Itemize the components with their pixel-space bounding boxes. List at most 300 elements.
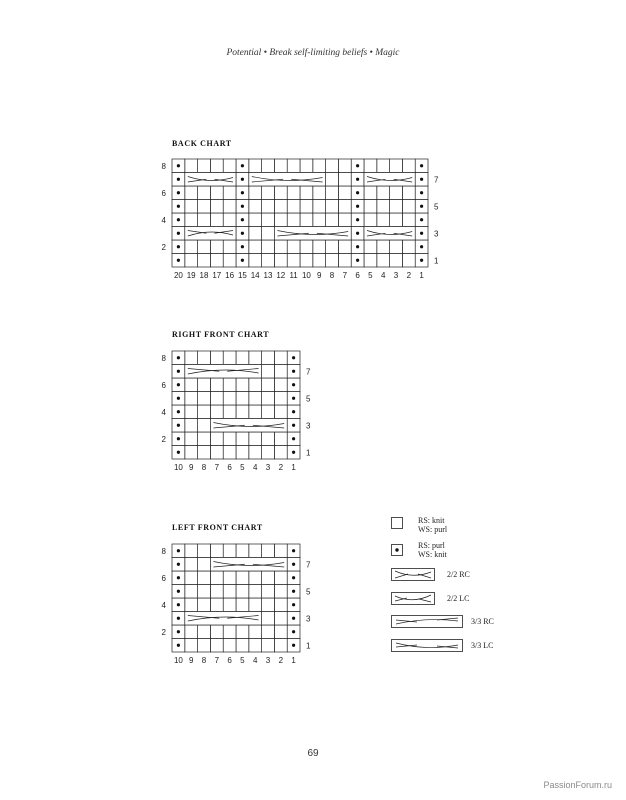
chart-cell: [274, 378, 287, 392]
chart-cell: [210, 351, 223, 365]
chart-cell: [262, 254, 275, 268]
chart-cell: [223, 585, 236, 599]
chart-cell: [326, 173, 339, 187]
purl-dot: [420, 218, 423, 221]
chart-cell: [274, 365, 287, 379]
row-number-left: 6: [161, 188, 166, 198]
chart-cell: [210, 639, 223, 653]
purl-dot: [356, 178, 359, 181]
chart-cell: [210, 625, 223, 639]
purl-dot: [177, 178, 180, 181]
back-chart-title: BACK CHART: [172, 139, 232, 148]
column-number: 5: [240, 463, 245, 472]
chart-cell: [300, 186, 313, 200]
column-number: 17: [212, 271, 222, 280]
right-front-chart-title: RIGHT FRONT CHART: [172, 330, 270, 339]
chart-cell: [274, 544, 287, 558]
purl-dot: [292, 590, 295, 593]
chart-cell: [198, 254, 211, 268]
chart-cell: [249, 378, 262, 392]
chart-cell: [185, 544, 198, 558]
purl-dot: [177, 191, 180, 194]
chart-cell: [223, 405, 236, 419]
chart-cell: [236, 446, 249, 460]
running-header: Potential • Break self-limiting beliefs • Magic: [226, 48, 400, 58]
chart-cell: [249, 639, 262, 653]
purl-dot: [241, 245, 244, 248]
row-number-right: 3: [306, 421, 311, 431]
purl-dot: [292, 383, 295, 386]
chart-cell: [185, 598, 198, 612]
column-number: 3: [393, 271, 399, 280]
chart-cell: [223, 254, 236, 268]
chart-cell: [236, 544, 249, 558]
chart-cell: [198, 432, 211, 446]
chart-cell: [326, 213, 339, 227]
chart-cell: [274, 159, 287, 173]
purl-dot: [177, 437, 180, 440]
purl-dot: [420, 205, 423, 208]
chart-cell: [236, 585, 249, 599]
purl-dot: [292, 549, 295, 552]
column-number: 8: [329, 271, 335, 280]
chart-cell: [390, 200, 403, 214]
chart-cell: [236, 639, 249, 653]
chart-cell: [300, 240, 313, 254]
column-number: 4: [252, 656, 258, 665]
chart-cell: [223, 598, 236, 612]
chart-cell: [249, 186, 262, 200]
chart-cell: [210, 392, 223, 406]
purl-dot: [292, 617, 295, 620]
chart-cell: [262, 378, 275, 392]
chart-cell: [185, 446, 198, 460]
column-number: 5: [368, 271, 373, 280]
purl-dot: [177, 232, 180, 235]
chart-cell: [262, 213, 275, 227]
purl-dot: [292, 451, 295, 454]
chart-cell: [377, 254, 390, 268]
column-number: 13: [263, 271, 273, 280]
purl-dot: [177, 549, 180, 552]
legend-lc22-label: 2/2 LC: [447, 594, 470, 603]
purl-dot: [177, 630, 180, 633]
purl-symbol: [391, 544, 403, 556]
chart-cell: [377, 240, 390, 254]
column-number: 18: [199, 271, 209, 280]
chart-cell: [364, 200, 377, 214]
chart-cell: [274, 200, 287, 214]
chart-cell: [249, 392, 262, 406]
chart-cell: [185, 200, 198, 214]
chart-cell: [185, 405, 198, 419]
chart-cell: [262, 625, 275, 639]
purl-dot: [420, 259, 423, 262]
chart-cell: [210, 186, 223, 200]
row-number-left: 8: [161, 161, 166, 171]
chart-cell: [210, 432, 223, 446]
purl-dot: [356, 218, 359, 221]
purl-dot: [356, 245, 359, 248]
chart-cell: [326, 159, 339, 173]
cable-cell: [210, 419, 287, 433]
purl-dot: [241, 232, 244, 235]
chart-cell: [223, 378, 236, 392]
chart-cell: [198, 186, 211, 200]
chart-cell: [236, 378, 249, 392]
chart-cell: [198, 392, 211, 406]
purl-dot: [292, 630, 295, 633]
chart-cell: [198, 351, 211, 365]
chart-cell: [185, 432, 198, 446]
chart-cell: [274, 213, 287, 227]
chart-cell: [210, 254, 223, 268]
chart-cell: [249, 159, 262, 173]
purl-dot: [420, 232, 423, 235]
chart-cell: [262, 240, 275, 254]
purl-dot: [241, 191, 244, 194]
purl-dot: [292, 356, 295, 359]
chart-cell: [198, 213, 211, 227]
chart-cell: [210, 598, 223, 612]
chart-cell: [313, 186, 326, 200]
chart-cell: [223, 240, 236, 254]
row-number-left: 8: [161, 353, 166, 363]
chart-cell: [364, 186, 377, 200]
column-number: 20: [173, 271, 183, 280]
column-number: 7: [214, 656, 220, 665]
purl-dot: [177, 451, 180, 454]
chart-cell: [274, 625, 287, 639]
column-number: 16: [225, 271, 235, 280]
chart-cell: [262, 598, 275, 612]
chart-cell: [402, 200, 415, 214]
chart-cell: [249, 598, 262, 612]
chart-cell: [198, 558, 211, 572]
purl-dot: [177, 205, 180, 208]
purl-dot: [420, 191, 423, 194]
chart-cell: [274, 392, 287, 406]
legend-knit-line1: RS: knit: [418, 516, 445, 525]
chart-cell: [249, 585, 262, 599]
chart-cell: [210, 585, 223, 599]
chart-cell: [377, 159, 390, 173]
chart-cell: [338, 159, 351, 173]
chart-cell: [313, 213, 326, 227]
chart-cell: [364, 159, 377, 173]
column-number: 9: [188, 463, 194, 472]
lc33-symbol: [391, 639, 463, 652]
column-number: 10: [173, 463, 183, 472]
chart-cell: [390, 186, 403, 200]
chart-cell: [223, 446, 236, 460]
chart-cell: [223, 200, 236, 214]
chart-cell: [236, 598, 249, 612]
chart-cell: [198, 159, 211, 173]
row-number-right: 7: [434, 175, 439, 185]
chart-cell: [287, 240, 300, 254]
column-number: 9: [188, 656, 194, 665]
column-number: 6: [227, 656, 232, 665]
chart-cell: [223, 639, 236, 653]
chart-cell: [262, 351, 275, 365]
chart-cell: [377, 213, 390, 227]
purl-dot: [177, 617, 180, 620]
chart-cell: [313, 254, 326, 268]
purl-dot: [356, 191, 359, 194]
chart-cell: [390, 254, 403, 268]
chart-cell: [274, 612, 287, 626]
chart-cell: [185, 159, 198, 173]
purl-dot: [420, 178, 423, 181]
row-number-left: 2: [161, 434, 166, 444]
chart-cell: [274, 432, 287, 446]
right-front-chart: [161, 351, 322, 481]
chart-cell: [249, 571, 262, 585]
cable-cell: [185, 173, 236, 187]
chart-cell: [377, 200, 390, 214]
purl-dot: [292, 437, 295, 440]
chart-cell: [338, 213, 351, 227]
purl-dot: [292, 370, 295, 373]
row-number-right: 3: [306, 614, 311, 624]
purl-dot: [177, 245, 180, 248]
chart-cell: [274, 351, 287, 365]
chart-cell: [198, 419, 211, 433]
chart-cell: [210, 200, 223, 214]
chart-cell: [210, 446, 223, 460]
chart-cell: [198, 240, 211, 254]
chart-cell: [262, 612, 275, 626]
chart-cell: [274, 446, 287, 460]
chart-cell: [338, 186, 351, 200]
cable-cell: [274, 227, 351, 241]
chart-cell: [210, 378, 223, 392]
chart-cell: [364, 213, 377, 227]
chart-cell: [185, 419, 198, 433]
purl-dot: [292, 563, 295, 566]
chart-cell: [262, 405, 275, 419]
purl-dot: [177, 164, 180, 167]
chart-cell: [313, 240, 326, 254]
chart-cell: [185, 351, 198, 365]
column-number: 4: [380, 271, 386, 280]
purl-dot: [177, 218, 180, 221]
chart-cell: [313, 159, 326, 173]
chart-cell: [249, 240, 262, 254]
chart-cell: [287, 254, 300, 268]
row-number-right: 7: [306, 560, 311, 570]
purl-dot: [292, 424, 295, 427]
purl-dot: [292, 644, 295, 647]
column-number: 8: [201, 463, 207, 472]
chart-cell: [364, 254, 377, 268]
chart-cell: [223, 213, 236, 227]
chart-cell: [210, 544, 223, 558]
legend-knit-line2: WS: purl: [418, 525, 448, 534]
chart-cell: [262, 227, 275, 241]
watermark: PassionForum.ru: [543, 780, 612, 790]
column-number: 1: [419, 271, 424, 280]
chart-cell: [210, 405, 223, 419]
chart-cell: [198, 585, 211, 599]
purl-dot: [241, 178, 244, 181]
purl-dot: [177, 370, 180, 373]
chart-cell: [402, 186, 415, 200]
purl-dot: [420, 245, 423, 248]
chart-cell: [338, 200, 351, 214]
chart-cell: [262, 432, 275, 446]
chart-cell: [249, 405, 262, 419]
purl-dot: [241, 259, 244, 262]
row-number-right: 5: [434, 202, 439, 212]
chart-cell: [185, 585, 198, 599]
column-number: 7: [342, 271, 348, 280]
chart-cell: [185, 186, 198, 200]
chart-cell: [262, 392, 275, 406]
purl-dot: [292, 603, 295, 606]
column-number: 19: [186, 271, 196, 280]
row-number-left: 8: [161, 546, 166, 556]
chart-cell: [223, 351, 236, 365]
chart-cell: [185, 378, 198, 392]
chart-cell: [274, 405, 287, 419]
chart-cell: [210, 240, 223, 254]
column-number: 1: [291, 656, 296, 665]
rc22-symbol: [391, 568, 435, 581]
column-number: 12: [276, 271, 286, 280]
purl-dot: [292, 410, 295, 413]
chart-cell: [390, 240, 403, 254]
chart-cell: [402, 254, 415, 268]
chart-cell: [402, 159, 415, 173]
chart-cell: [338, 254, 351, 268]
purl-dot: [177, 397, 180, 400]
chart-cell: [274, 585, 287, 599]
chart-cell: [236, 625, 249, 639]
cable-cell: [364, 227, 415, 241]
chart-cell: [236, 351, 249, 365]
purl-dot: [356, 232, 359, 235]
purl-dot: [292, 576, 295, 579]
column-number: 3: [265, 463, 271, 472]
column-number: 3: [265, 656, 271, 665]
chart-cell: [210, 213, 223, 227]
chart-cell: [262, 200, 275, 214]
chart-cell: [185, 571, 198, 585]
chart-cell: [223, 186, 236, 200]
legend-purl-line1: RS: purl: [418, 541, 445, 550]
chart-cell: [249, 227, 262, 241]
row-number-right: 1: [306, 641, 311, 651]
row-number-right: 5: [306, 587, 311, 597]
column-number: 2: [278, 463, 284, 472]
column-number: 2: [278, 656, 284, 665]
chart-cell: [236, 432, 249, 446]
chart-cell: [198, 639, 211, 653]
chart-cell: [274, 240, 287, 254]
purl-dot: [241, 218, 244, 221]
chart-cell: [262, 639, 275, 653]
chart-cell: [262, 186, 275, 200]
purl-dot: [177, 410, 180, 413]
chart-cell: [185, 240, 198, 254]
back-chart: [161, 159, 442, 289]
chart-cell: [198, 625, 211, 639]
chart-cell: [313, 200, 326, 214]
chart-cell: [300, 200, 313, 214]
chart-cell: [198, 405, 211, 419]
row-number-left: 6: [161, 573, 166, 583]
purl-dot: [177, 576, 180, 579]
chart-cell: [198, 446, 211, 460]
lc22-symbol: [391, 592, 435, 605]
purl-dot: [241, 164, 244, 167]
chart-cell: [210, 159, 223, 173]
chart-cell: [274, 571, 287, 585]
purl-dot: [177, 356, 180, 359]
chart-cell: [364, 240, 377, 254]
chart-cell: [300, 254, 313, 268]
cable-cell: [185, 612, 262, 626]
column-number: 6: [227, 463, 232, 472]
row-number-left: 4: [161, 407, 166, 417]
chart-cell: [185, 558, 198, 572]
chart-cell: [185, 625, 198, 639]
column-number: 6: [355, 271, 360, 280]
chart-cell: [249, 351, 262, 365]
chart-cell: [377, 186, 390, 200]
chart-cell: [223, 392, 236, 406]
chart-cell: [249, 213, 262, 227]
column-number: 4: [252, 463, 258, 472]
column-number: 11: [289, 271, 298, 280]
cable-cell: [185, 227, 236, 241]
purl-dot: [292, 397, 295, 400]
cable-cell: [364, 173, 415, 187]
chart-cell: [223, 625, 236, 639]
chart-cell: [300, 213, 313, 227]
chart-cell: [274, 254, 287, 268]
cable-cell: [185, 365, 262, 379]
chart-cell: [236, 571, 249, 585]
column-number: 10: [301, 271, 311, 280]
purl-dot: [177, 644, 180, 647]
row-number-right: 1: [434, 256, 439, 266]
column-number: 8: [201, 656, 207, 665]
chart-cell: [210, 571, 223, 585]
chart-cell: [390, 159, 403, 173]
column-number: 14: [250, 271, 260, 280]
chart-cell: [326, 254, 339, 268]
cable-cell: [249, 173, 326, 187]
chart-cell: [223, 571, 236, 585]
chart-cell: [223, 432, 236, 446]
chart-cell: [185, 639, 198, 653]
chart-cell: [287, 186, 300, 200]
chart-cell: [262, 446, 275, 460]
chart-cell: [326, 186, 339, 200]
chart-cell: [287, 213, 300, 227]
legend-lc33-label: 3/3 LC: [471, 641, 494, 650]
chart-cell: [338, 240, 351, 254]
chart-cell: [236, 392, 249, 406]
chart-cell: [223, 544, 236, 558]
chart-cell: [274, 639, 287, 653]
chart-cell: [185, 254, 198, 268]
column-number: 10: [173, 656, 183, 665]
row-number-right: 5: [306, 394, 311, 404]
